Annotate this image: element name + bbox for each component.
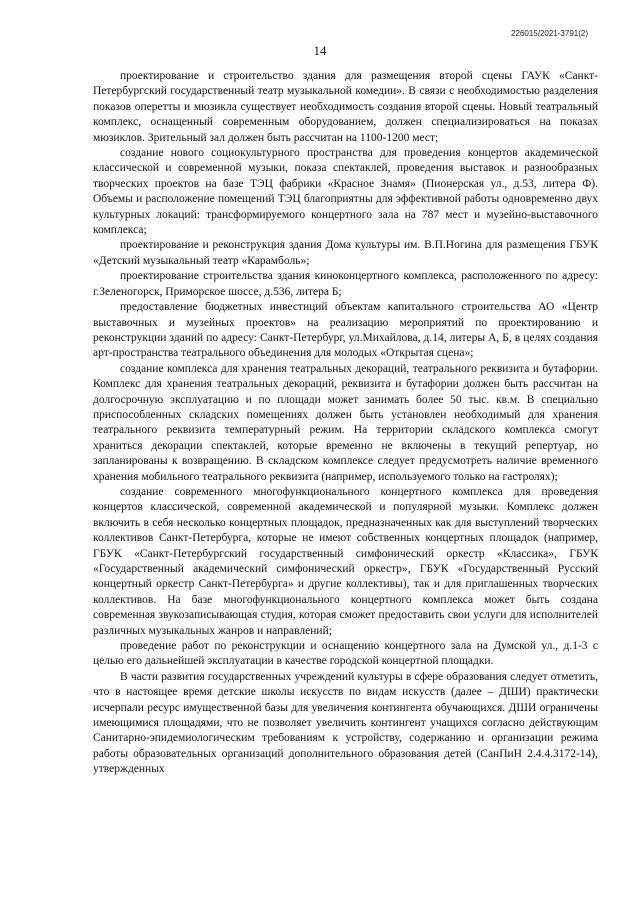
paragraph-nogin-house-of-culture: проектирование и реконструкция здания Дома культуры им. В.П.Ногина для размещения ГБУК «Детский музыкальный театр «Карамболь»; <box>93 239 598 267</box>
paragraph-concert-complex: создание современного многофункционального концертного комплекса для проведения концертов классической, современной академической и популярной музыки. Комплекс должен включить в себя несколько концертных площадок, предназначенных как для выступлений творческих коллективов Санкт-Петербурга, которые не имеют собственных концертных площадок (например, ГБУК «Санкт-Петербургский государственный симфонический оркестр «Классика», ГБУК «Государственный академический симфонический оркестр», ГБУК «Государственный Русский концертный оркестр Санкт-Петербурга» и другие коллективы), так и для приглашенных творческих коллективов. На базе многофункционального концертного комплекса может быть создана современная звукозаписывающая студия, которая сможет предоставить свои услуги для исполнителей различных музыкальных жанров и направлений; <box>93 485 598 637</box>
paragraph-open-stage-investment: предоставление бюджетных инвестиций объектам капитального строительства АО «Центр выставочных и музейных проектов» на реализацию мероприятий по проектированию и реконструкции зданий по адресу: Санкт-Петербург, ул.Михайлова, д.14, литеры А, Б, в целях создания арт-пространства театрального объединения для молодых «Открытая сцена»; <box>93 301 598 360</box>
paragraph-second-stage-musical-comedy: проектирование и строительство здания для размещения второй сцены ГАУК «Санкт-Петербургский государственный театр музыкальной комедии». В связи с необходимостью разделения показов оперетты и мюзикла существует необходимость создания второй сцены. Новый театральный комплекс, оснащенный современным оборудованием, должен специализироваться на показах мюзиклов. Зрительный зал должен быть рассчитан на 1100-1200 мест; <box>93 70 598 144</box>
paragraph-dumskaya-concert-hall: проведение работ по реконструкции и оснащению концертного зала на Думской ул., д.1-3 с целью его дальнейшей эксплуатации в качестве городской концертной площадки. <box>93 640 598 668</box>
paragraph-art-schools: В части развития государственных учреждений культуры в сфере образования следует отметить, что в настоящее время детские школы искусств по видам искусств (далее – ДШИ) практически исчерпали ресурс имущественной базы для увеличения контингента обучающихся. ДШИ ограничены имеющимися площадями, что не позволяет увеличить контингент учащихся согласно действующим Санитарно-эпидемиологическим требованиям к устройству, содержанию и организации режима работы образовательных организаций дополнительного образования детей (СанПиН 2.4.4.3172-14), утвержденных <box>93 670 598 776</box>
page-number: 14 <box>313 43 327 58</box>
paragraph-scenery-storage-complex: создание комплекса для хранения театральных декораций, театрального реквизита и бутафории. Комплекс для хранения театральных декораций, реквизита и бутафории должен быть рассчитан на долгосрочную эксплуатацию и по площади может занимать более 50 тыс. кв.м. В специально приспособленных складских помещениях должен быть установлен необходимый для хранения театрального реквизита температурный режим. На территории складского комплекса смогут храниться декорации спектаклей, которые временно не включены в текущий репертуар, но запланированы к возвращению. В складском комплексе следует предусмотреть наличие временного хранения мобильного театрального реквизита (например, используемого только на гастролях); <box>93 362 598 483</box>
document-id: 226015/2021-3791(2) <box>511 29 588 38</box>
paragraph-zelenogorsk-cinema-complex: проектирование строительства здания киноконцертного комплекса, расположенного по адресу: г.Зеленогорск, Приморское шоссе, д.536, литера Б; <box>93 270 598 298</box>
paragraph-krasnoe-znamya-space: создание нового социокультурного пространства для проведения концертов академической классической и современной музыки, показа спектаклей, проведения выставок и разнообразных творческих проектов на базе ТЭЦ фабрики «Красное Знамя» (Пионерская ул., д.53, литера Ф). Объемы и расположение помещений ТЭЦ благоприятны для эффективной работы одновременно двух культурных локаций: трансформируемого концертного зала на 787 мест и музейно-выставочного комплекса; <box>93 147 598 237</box>
document-body <box>93 69 598 778</box>
